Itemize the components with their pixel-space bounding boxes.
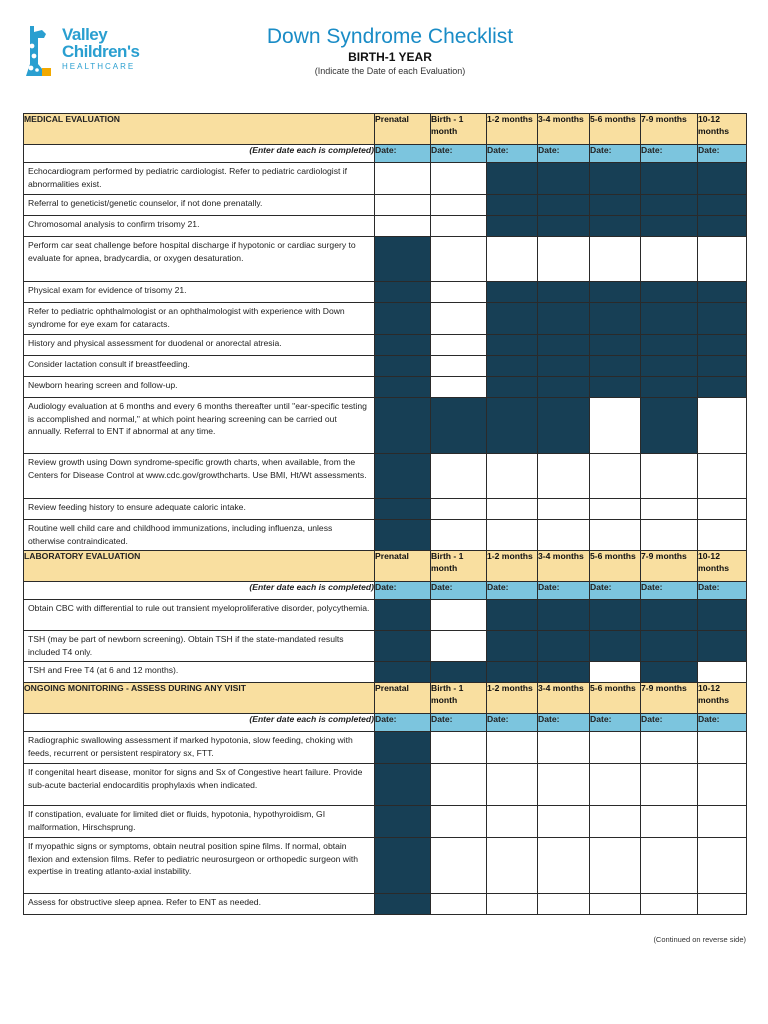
date-entry-cell[interactable]: Date: — [431, 714, 487, 732]
continued-note: (Continued on reverse side) — [653, 935, 746, 944]
not-applicable-cell — [375, 335, 431, 356]
date-entry-cell[interactable] — [641, 806, 698, 838]
not-applicable-cell — [487, 282, 538, 303]
not-applicable-cell — [698, 163, 747, 195]
date-entry-cell[interactable] — [641, 499, 698, 520]
date-entry-cell[interactable]: Date: — [590, 145, 641, 163]
age-column-header: 1-2 months — [487, 683, 538, 714]
date-entry-cell[interactable]: Date: — [375, 582, 431, 600]
checklist-row — [24, 732, 747, 764]
not-applicable-cell — [375, 398, 431, 454]
not-applicable-cell — [431, 662, 487, 683]
not-applicable-cell — [698, 377, 747, 398]
not-applicable-cell — [487, 600, 538, 631]
age-column-header: Prenatal — [375, 114, 431, 145]
instruction-note: (Indicate the Date of each Evaluation) — [314, 66, 466, 76]
not-applicable-cell — [375, 282, 431, 303]
not-applicable-cell — [538, 335, 590, 356]
date-entry-cell[interactable] — [375, 163, 431, 195]
not-applicable-cell — [375, 454, 431, 499]
date-entry-cell[interactable] — [487, 520, 538, 551]
date-entry-cell[interactable]: Date: — [538, 582, 590, 600]
date-entry-cell[interactable] — [431, 732, 487, 764]
not-applicable-cell — [590, 356, 641, 377]
date-entry-cell[interactable]: Date: — [431, 582, 487, 600]
date-entry-cell[interactable] — [641, 732, 698, 764]
logo-line2: Children's — [62, 42, 140, 61]
checklist-item-text: TSH (may be part of newborn screening). Obtain TSH if the state-mandated results included T4 only. — [24, 631, 375, 662]
age-column-header: 3-4 months — [538, 114, 590, 145]
not-applicable-cell — [538, 195, 590, 216]
date-entry-cell[interactable] — [698, 806, 747, 838]
date-entry-cell[interactable]: Date: — [698, 582, 747, 600]
not-applicable-cell — [375, 356, 431, 377]
checklist-row — [24, 303, 747, 335]
date-entry-cell[interactable] — [431, 631, 487, 662]
not-applicable-cell — [487, 216, 538, 237]
age-column-header: 1-2 months — [487, 551, 538, 582]
date-entry-cell[interactable] — [538, 838, 590, 894]
checklist-item-text: Newborn hearing screen and follow-up. — [24, 377, 375, 398]
date-entry-cell[interactable] — [538, 894, 590, 915]
checklist-item-text: Refer to pediatric ophthalmologist or an ophthalmologist with experience with Down syndrome for eye exam for cataracts. — [24, 303, 375, 335]
not-applicable-cell — [641, 335, 698, 356]
date-entry-cell[interactable] — [698, 838, 747, 894]
date-entry-cell[interactable] — [538, 237, 590, 282]
date-entry-cell[interactable] — [641, 237, 698, 282]
not-applicable-cell — [641, 600, 698, 631]
checklist-row — [24, 356, 747, 377]
not-applicable-cell — [375, 377, 431, 398]
date-entry-cell[interactable] — [431, 894, 487, 915]
date-entry-cell[interactable] — [590, 838, 641, 894]
checklist-row — [24, 335, 747, 356]
not-applicable-cell — [641, 377, 698, 398]
date-entry-cell[interactable] — [431, 520, 487, 551]
not-applicable-cell — [487, 163, 538, 195]
date-entry-cell[interactable] — [641, 454, 698, 499]
date-entry-cell[interactable] — [431, 377, 487, 398]
date-entry-cell[interactable] — [590, 894, 641, 915]
not-applicable-cell — [375, 662, 431, 683]
checklist-row — [24, 454, 747, 499]
not-applicable-cell — [641, 282, 698, 303]
date-entry-cell[interactable] — [698, 454, 747, 499]
page-title: Down Syndrome Checklist — [266, 25, 514, 48]
date-entry-cell[interactable]: Date: — [641, 582, 698, 600]
section-header — [24, 114, 747, 145]
date-entry-cell[interactable]: Date: — [487, 714, 538, 732]
section-title: MEDICAL EVALUATION — [24, 114, 375, 145]
age-column-header: 7-9 months — [641, 551, 698, 582]
not-applicable-cell — [538, 356, 590, 377]
date-entry-cell[interactable]: Date: — [538, 714, 590, 732]
date-entry-cell[interactable] — [431, 303, 487, 335]
date-entry-cell[interactable] — [698, 764, 747, 806]
checklist-row — [24, 398, 747, 454]
date-entry-cell[interactable] — [641, 838, 698, 894]
checklist-row — [24, 237, 747, 282]
date-entry-cell[interactable] — [487, 806, 538, 838]
age-column-header: Prenatal — [375, 683, 431, 714]
not-applicable-cell — [375, 894, 431, 915]
date-entry-cell[interactable]: Date: — [698, 714, 747, 732]
date-entry-cell[interactable] — [641, 520, 698, 551]
date-entry-cell[interactable] — [487, 764, 538, 806]
checklist-row — [24, 764, 747, 806]
age-column-header: 10-12 months — [698, 114, 747, 145]
checklist-item-text: Referral to geneticist/genetic counselor, if not done prenatally. — [24, 195, 375, 216]
checklist-item-text: Obtain CBC with differential to rule out transient myeloproliferative disorder, polycythemia. — [24, 600, 375, 631]
not-applicable-cell — [538, 662, 590, 683]
checklist-item-text: Review growth using Down syndrome-specific growth charts, when available, from the Centers for Disease Control at www.cdc.gov/growthcharts. Use BMI, Ht/Wt assessments. — [24, 454, 375, 499]
date-entry-cell[interactable] — [590, 806, 641, 838]
not-applicable-cell — [590, 216, 641, 237]
not-applicable-cell — [590, 335, 641, 356]
not-applicable-cell — [538, 303, 590, 335]
date-entry-cell[interactable] — [431, 282, 487, 303]
date-entry-cell[interactable]: Date: — [538, 145, 590, 163]
checklist-row — [24, 195, 747, 216]
date-row — [24, 582, 747, 600]
not-applicable-cell — [590, 303, 641, 335]
not-applicable-cell — [487, 662, 538, 683]
date-entry-cell[interactable] — [487, 454, 538, 499]
age-column-header: 10-12 months — [698, 683, 747, 714]
not-applicable-cell — [698, 303, 747, 335]
not-applicable-cell — [641, 662, 698, 683]
not-applicable-cell — [538, 377, 590, 398]
date-entry-cell[interactable] — [698, 732, 747, 764]
date-entry-cell[interactable] — [698, 520, 747, 551]
date-entry-cell[interactable] — [698, 894, 747, 915]
date-entry-cell[interactable] — [431, 600, 487, 631]
date-entry-cell[interactable] — [431, 356, 487, 377]
not-applicable-cell — [487, 398, 538, 454]
checklist-row — [24, 520, 747, 551]
date-entry-cell[interactable] — [487, 894, 538, 915]
date-entry-cell[interactable]: Date: — [487, 145, 538, 163]
date-entry-cell[interactable]: Date: — [375, 714, 431, 732]
date-entry-cell[interactable] — [590, 732, 641, 764]
checklist-item-text: TSH and Free T4 (at 6 and 12 months). — [24, 662, 375, 683]
date-entry-cell[interactable] — [590, 520, 641, 551]
not-applicable-cell — [487, 195, 538, 216]
not-applicable-cell — [641, 398, 698, 454]
checklist-item-text: If congenital heart disease, monitor for signs and Sx of Congestive heart failure. Provide sub-acute bacterial endocarditis prophylaxis when indicated. — [24, 764, 375, 806]
not-applicable-cell — [487, 631, 538, 662]
date-hint: (Enter date each is completed) — [24, 714, 375, 732]
section-title: ONGOING MONITORING - ASSESS DURING ANY VISIT — [24, 683, 375, 714]
not-applicable-cell — [590, 163, 641, 195]
not-applicable-cell — [375, 520, 431, 551]
date-entry-cell[interactable] — [538, 732, 590, 764]
date-entry-cell[interactable] — [641, 764, 698, 806]
age-column-header: Birth - 1 month — [431, 551, 487, 582]
date-entry-cell[interactable] — [698, 398, 747, 454]
not-applicable-cell — [431, 398, 487, 454]
date-entry-cell[interactable]: Date: — [641, 145, 698, 163]
date-entry-cell[interactable] — [487, 838, 538, 894]
age-column-header: 5-6 months — [590, 551, 641, 582]
date-entry-cell[interactable] — [538, 764, 590, 806]
not-applicable-cell — [538, 398, 590, 454]
not-applicable-cell — [375, 838, 431, 894]
date-row — [24, 714, 747, 732]
age-column-header: 5-6 months — [590, 683, 641, 714]
checklist-item-text: Radiographic swallowing assessment if marked hypotonia, slow feeding, choking with feeds, recurrent or persistent respiratory sx, FTT. — [24, 732, 375, 764]
date-entry-cell[interactable] — [487, 732, 538, 764]
checklist-item-text: Audiology evaluation at 6 months and every 6 months thereafter until "ear-specific testing is accomplished and normal," at which point hearing screening can be carried out annually. Referral to ENT if abnormal at any time. — [24, 398, 375, 454]
not-applicable-cell — [375, 764, 431, 806]
checklist-item-text: Consider lactation consult if breastfeeding. — [24, 356, 375, 377]
checklist-row — [24, 600, 747, 631]
section-header — [24, 551, 747, 582]
not-applicable-cell — [538, 282, 590, 303]
date-entry-cell[interactable] — [431, 195, 487, 216]
not-applicable-cell — [487, 335, 538, 356]
checklist-row — [24, 631, 747, 662]
date-entry-cell[interactable]: Date: — [698, 145, 747, 163]
not-applicable-cell — [698, 282, 747, 303]
checklist-item-text: Assess for obstructive sleep apnea. Refer to ENT as needed. — [24, 894, 375, 915]
age-column-header: 10-12 months — [698, 551, 747, 582]
date-entry-cell[interactable] — [538, 454, 590, 499]
date-entry-cell[interactable]: Date: — [641, 714, 698, 732]
section-title: LABORATORY EVALUATION — [24, 551, 375, 582]
checklist-row — [24, 499, 747, 520]
age-column-header: 7-9 months — [641, 683, 698, 714]
date-entry-cell[interactable]: Date: — [375, 145, 431, 163]
checklist-item-text: If myopathic signs or symptoms, obtain neutral position spine films. If normal, obtain flexion and extension films. Refer to pediatric neurosurgeon or orthopedic surgeon with expertise in treating atlanto-axial instability. — [24, 838, 375, 894]
not-applicable-cell — [538, 600, 590, 631]
age-column-header: 5-6 months — [590, 114, 641, 145]
checklist-item-text: If constipation, evaluate for limited diet or fluids, hypotonia, hypothyroidism, GI malformation, Hirschsprung. — [24, 806, 375, 838]
date-entry-cell[interactable] — [431, 838, 487, 894]
age-column-header: Birth - 1 month — [431, 114, 487, 145]
age-column-header: 1-2 months — [487, 114, 538, 145]
date-entry-cell[interactable] — [375, 195, 431, 216]
not-applicable-cell — [641, 631, 698, 662]
date-entry-cell[interactable]: Date: — [590, 714, 641, 732]
giraffe-icon — [22, 24, 56, 78]
date-entry-cell[interactable]: Date: — [431, 145, 487, 163]
not-applicable-cell — [641, 195, 698, 216]
not-applicable-cell — [698, 631, 747, 662]
checklist-row — [24, 894, 747, 915]
date-entry-cell[interactable] — [698, 237, 747, 282]
date-entry-cell[interactable] — [431, 237, 487, 282]
date-entry-cell[interactable] — [590, 454, 641, 499]
checklist-item-text: Perform car seat challenge before hospital discharge if hypotonic or cardiac surgery to evaluate for apnea, bradycardia, or oxygen desaturation. — [24, 237, 375, 282]
not-applicable-cell — [590, 600, 641, 631]
not-applicable-cell — [375, 806, 431, 838]
date-entry-cell[interactable] — [590, 398, 641, 454]
date-entry-cell[interactable] — [590, 662, 641, 683]
not-applicable-cell — [375, 499, 431, 520]
date-entry-cell[interactable] — [641, 894, 698, 915]
not-applicable-cell — [590, 631, 641, 662]
checklist-item-text: Review feeding history to ensure adequate caloric intake. — [24, 499, 375, 520]
checklist-row — [24, 216, 747, 237]
not-applicable-cell — [698, 216, 747, 237]
date-entry-cell[interactable] — [538, 520, 590, 551]
age-column-header: 3-4 months — [538, 551, 590, 582]
not-applicable-cell — [698, 195, 747, 216]
not-applicable-cell — [538, 163, 590, 195]
checklist-row — [24, 377, 747, 398]
age-column-header: 3-4 months — [538, 683, 590, 714]
not-applicable-cell — [375, 732, 431, 764]
not-applicable-cell — [375, 303, 431, 335]
not-applicable-cell — [538, 631, 590, 662]
section-header — [24, 683, 747, 714]
age-column-header: Prenatal — [375, 551, 431, 582]
date-hint: (Enter date each is completed) — [24, 582, 375, 600]
logo-line3: HEALTHCARE — [62, 62, 136, 71]
date-entry-cell[interactable] — [698, 499, 747, 520]
date-entry-cell[interactable]: Date: — [487, 582, 538, 600]
date-entry-cell[interactable] — [431, 764, 487, 806]
not-applicable-cell — [698, 600, 747, 631]
not-applicable-cell — [487, 377, 538, 398]
not-applicable-cell — [487, 356, 538, 377]
date-entry-cell[interactable] — [431, 806, 487, 838]
checklist-row — [24, 163, 747, 195]
date-entry-cell[interactable] — [431, 335, 487, 356]
checklist-item-text: Routine well child care and childhood immunizations, including influenza, unless otherwise contraindicated. — [24, 520, 375, 551]
date-entry-cell[interactable] — [487, 499, 538, 520]
not-applicable-cell — [538, 216, 590, 237]
not-applicable-cell — [641, 216, 698, 237]
not-applicable-cell — [375, 237, 431, 282]
age-column-header: 7-9 months — [641, 114, 698, 145]
not-applicable-cell — [375, 631, 431, 662]
date-entry-cell[interactable] — [431, 499, 487, 520]
date-entry-cell[interactable] — [431, 216, 487, 237]
date-hint: (Enter date each is completed) — [24, 145, 375, 163]
date-entry-cell[interactable] — [431, 454, 487, 499]
date-entry-cell[interactable] — [431, 163, 487, 195]
valley-childrens-logo — [22, 24, 162, 80]
not-applicable-cell — [698, 356, 747, 377]
checklist-item-text: Physical exam for evidence of trisomy 21. — [24, 282, 375, 303]
logo-line1: Valley — [62, 25, 108, 44]
not-applicable-cell — [641, 356, 698, 377]
checklist-row — [24, 806, 747, 838]
checklist-item-text: Chromosomal analysis to confirm trisomy 21. — [24, 216, 375, 237]
date-entry-cell[interactable] — [538, 499, 590, 520]
date-entry-cell[interactable] — [590, 499, 641, 520]
date-entry-cell[interactable] — [538, 806, 590, 838]
age-column-header: Birth - 1 month — [431, 683, 487, 714]
date-entry-cell[interactable] — [698, 662, 747, 683]
date-entry-cell[interactable] — [590, 237, 641, 282]
not-applicable-cell — [641, 303, 698, 335]
not-applicable-cell — [641, 163, 698, 195]
not-applicable-cell — [590, 282, 641, 303]
date-entry-cell[interactable]: Date: — [590, 582, 641, 600]
checklist-table — [23, 113, 747, 915]
checklist-row — [24, 662, 747, 683]
checklist-item-text: Echocardiogram performed by pediatric cardiologist. Refer to pediatric cardiologist if abnormalities exist. — [24, 163, 375, 195]
not-applicable-cell — [590, 377, 641, 398]
checklist-row — [24, 282, 747, 303]
not-applicable-cell — [698, 335, 747, 356]
date-entry-cell[interactable] — [590, 764, 641, 806]
not-applicable-cell — [487, 303, 538, 335]
page-subtitle: BIRTH-1 YEAR — [348, 50, 432, 64]
checklist-item-text: History and physical assessment for duodenal or anorectal atresia. — [24, 335, 375, 356]
date-entry-cell[interactable] — [375, 216, 431, 237]
checklist-row — [24, 838, 747, 894]
not-applicable-cell — [590, 195, 641, 216]
not-applicable-cell — [375, 600, 431, 631]
date-entry-cell[interactable] — [487, 237, 538, 282]
date-row — [24, 145, 747, 163]
